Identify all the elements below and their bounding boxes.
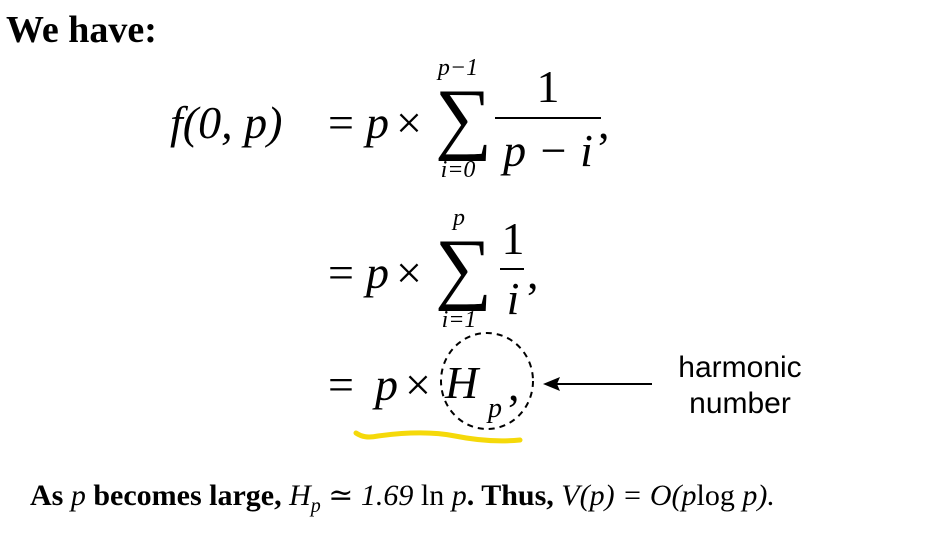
equals-sign: = [328,97,354,148]
conclusion-vp: V(p) = O(p [561,479,697,512]
yellow-underline [356,433,520,441]
conclusion-p: p [70,479,86,512]
conclusion-ln-p: p [451,479,467,512]
sigma-symbol: ∑ [435,74,493,162]
dashed-circle [441,333,533,429]
fraction-numerator: 1 [501,213,525,264]
times-sign: × [396,247,422,298]
conclusion-log: log [696,479,743,512]
sum-upper-limit: p−1 [437,55,479,81]
conclusion-thus: . Thus, [466,479,562,512]
factor-p: p [375,359,398,410]
sum-lower-limit: i=0 [440,157,476,183]
fraction-numerator: 1 [536,61,560,112]
trailing-comma: , [598,97,610,148]
harmonic-H: H [445,357,479,408]
sigma-symbol: ∑ [435,224,493,312]
conclusion-as: As [30,479,71,512]
equals-sign: = [328,359,354,410]
trailing-comma: , [527,247,539,298]
annotation-line-1: harmonic [678,351,802,384]
equals-sign: = [328,247,354,298]
conclusion-approx-value: ≃ 1.69 [320,479,414,512]
conclusion-sentence [30,478,775,518]
factor-p: p [366,97,389,148]
trailing-comma: , [508,359,520,410]
annotation-line-2: number [689,387,791,420]
factor-p: p [366,247,389,298]
sum-upper-limit: p [453,205,465,231]
times-sign: × [396,97,422,148]
heading: We have: [6,9,157,51]
times-sign: × [405,359,431,410]
conclusion-becomes-large: becomes large, [85,479,290,512]
conclusion-H: H [289,479,311,512]
lhs-f: f(0, p) [170,97,283,148]
fraction-denominator: p − i [503,125,593,176]
conclusion-log-p: p). [742,479,775,512]
fraction-denominator: i [506,273,520,324]
conclusion-H-subscript: p [310,495,321,517]
conclusion-ln: ln [413,479,452,512]
sum-lower-limit: i=1 [441,307,477,333]
harmonic-subscript-p: p [488,393,502,424]
